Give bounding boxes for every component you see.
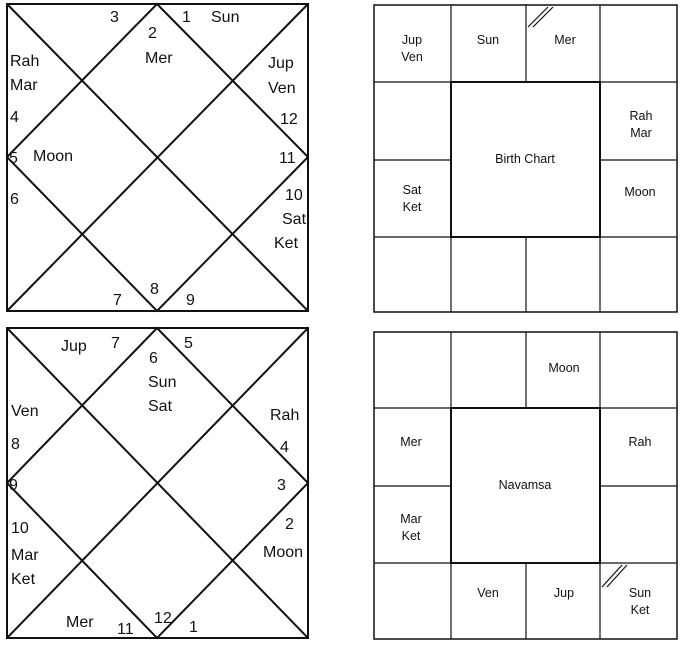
south-birth-ascendant-mark-b: [533, 7, 553, 27]
south-birth-title: Birth Chart: [495, 152, 555, 166]
north-birth-h4-num: 4: [10, 109, 19, 126]
south-birth-taurus-1: Mer: [554, 33, 576, 47]
north-navamsa-h1-num: 1: [189, 619, 198, 636]
north-birth-h10-num: 10: [285, 187, 303, 204]
north-birth-h7-num: 7: [113, 292, 122, 309]
south-navamsa-virgo-1: Sun: [628, 586, 652, 600]
north-birth-h5-num: 5: [9, 150, 18, 167]
north-birth-h4-mar: Mar: [10, 77, 38, 94]
north-navamsa-h2-moon: Moon: [263, 544, 304, 561]
south-navamsa-libra-1: Jup: [553, 586, 575, 600]
north-birth-h12-num: 12: [280, 111, 298, 128]
north-navamsa-h2-num: 2: [285, 516, 294, 533]
north-birth-h2-mer: Mer: [145, 50, 173, 67]
south-birth-ascendant-mark-a: [528, 7, 548, 27]
south-navamsa-aquarius-1: Mer: [400, 435, 422, 449]
south-birth-aries-1: Sun: [476, 33, 500, 47]
south-birth-leo-1: Moon: [624, 185, 656, 199]
south-birth-capricorn-2: Ket: [402, 200, 422, 214]
south-navamsa-capricorn-1: Mar: [400, 512, 422, 526]
south-navamsa-cancer-1: Rah: [628, 435, 652, 449]
north-navamsa-h3-num: 3: [277, 477, 286, 494]
south-birth-capricorn-1: Sat: [402, 183, 422, 197]
north-navamsa-h10-ket: Ket: [11, 571, 36, 588]
north-navamsa-h7-num: 7: [111, 335, 120, 352]
north-birth-h10-ket: Ket: [274, 235, 299, 252]
north-birth-h6-num: 6: [10, 191, 19, 208]
south-navamsa-title: Navamsa: [498, 478, 552, 492]
south-navamsa-capricorn-2: Ket: [401, 529, 421, 543]
north-navamsa-h4-rah: Rah: [270, 407, 300, 424]
south-navamsa-ascendant-mark-a: [602, 565, 622, 587]
north-birth-h11-num: 11: [279, 150, 296, 167]
south-navamsa-chart: [374, 332, 677, 639]
south-birth-cancer-1: Rah: [629, 109, 653, 123]
north-navamsa-h8-ven: Ven: [11, 403, 39, 420]
north-navamsa-h6-sat: Sat: [148, 398, 173, 415]
north-navamsa-chart: [7, 328, 308, 638]
south-navamsa-scorpio-1: Ven: [477, 586, 499, 600]
north-navamsa-h5-num: 5: [184, 335, 193, 352]
south-navamsa-taurus-1: Moon: [548, 361, 580, 375]
south-birth-chart: [374, 5, 677, 312]
south-birth-pisces-2: Ven: [401, 50, 423, 64]
north-navamsa-h7-jup: Jup: [61, 338, 87, 355]
south-birth-pisces-1: Jup: [401, 33, 423, 47]
north-birth-chart: [7, 4, 308, 311]
north-navamsa-h12-num: 12: [154, 610, 172, 627]
north-birth-h1-num: 1: [182, 9, 191, 26]
north-birth-h4-rah: Rah: [10, 53, 40, 70]
north-navamsa-h10-num: 10: [11, 520, 29, 537]
north-navamsa-h4-num: 4: [280, 439, 289, 456]
north-birth-h12-ven: Ven: [268, 80, 296, 97]
south-navamsa-virgo-2: Ket: [630, 603, 650, 617]
north-navamsa-h11-num: 11: [117, 621, 134, 638]
north-navamsa-h11-mer: Mer: [66, 614, 94, 631]
north-navamsa-h8-num: 8: [11, 436, 20, 453]
north-birth-h1-sun: Sun: [211, 9, 240, 26]
north-birth-h2-num: 2: [148, 25, 157, 42]
north-birth-h8-num: 8: [150, 281, 159, 298]
north-navamsa-h6-sun: Sun: [148, 374, 177, 391]
south-birth-cancer-2: Mar: [630, 126, 652, 140]
north-navamsa-h10-mar: Mar: [11, 547, 39, 564]
north-navamsa-h9-num: 9: [9, 477, 18, 494]
north-birth-h3-num: 3: [110, 9, 119, 26]
north-birth-h12-jup: Jup: [268, 55, 294, 72]
north-navamsa-h6-num: 6: [149, 350, 158, 367]
north-birth-h5-moon: Moon: [33, 148, 74, 165]
north-birth-h9-num: 9: [186, 292, 195, 309]
south-navamsa-ascendant-mark-b: [607, 565, 627, 587]
north-birth-h10-sat: Sat: [282, 211, 307, 228]
